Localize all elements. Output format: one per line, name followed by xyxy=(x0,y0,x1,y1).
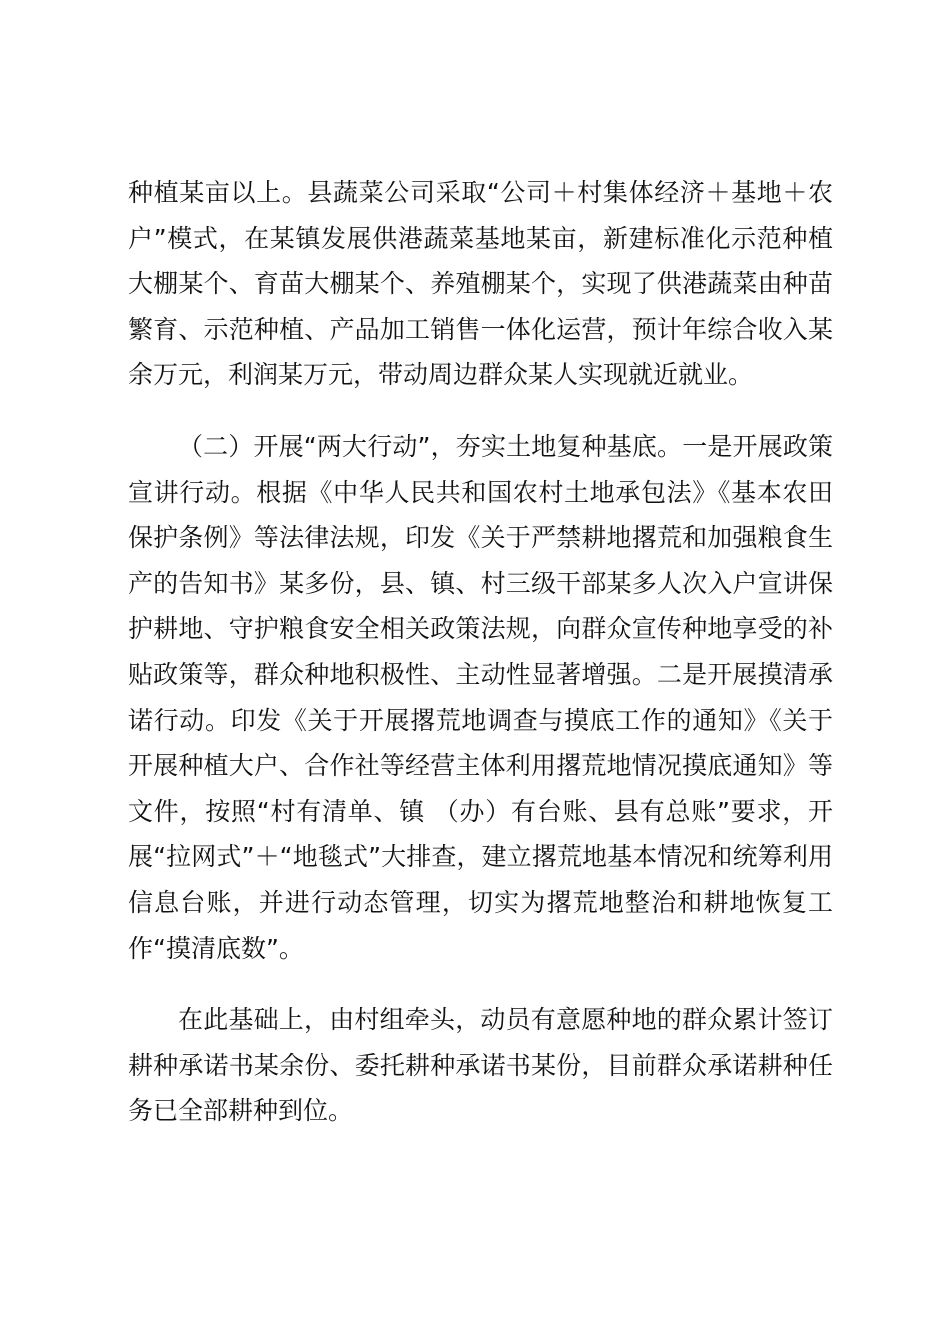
paragraph-foundation: 在此基础上，由村组牵头，动员有意愿种地的群众累计签订耕种承诺书某余份、委托耕种承诺书某份，目前群众承诺耕种任务已全部耕种到位。 xyxy=(128,1005,833,1126)
paragraph-two-actions: （二）开展“两大行动”，夯实土地复种基底。一是开展政策宣讲行动。根据《中华人民共和国农村土地承包法》《基本农田保护条例》等法律法规，印发《关于严禁耕地撂荒和加强粮食生产的告知书》某多份，县、镇、村三级干部某多人次入户宣讲保护耕地、守护粮食安全相关政策法规，向群众宣传种地享受的补贴政策等，群众种地积极性、主动性显著增强。二是开展摸清承诺行动。印发《关于开展撂荒地调查与摸底工作的通知》《关于开展种植大户、合作社等经营主体利用撂荒地情况摸底通知》等文件，按照“村有清单、镇 （办）有台账、县有总账”要求，开展“拉网式”＋“地毯式”大排查，建立撂荒地基本情况和统筹利用信息台账，并进行动态管理，切实为撂荒地整治和耕地恢复工作“摸清底数”。 xyxy=(128,431,833,963)
paragraph-continuation: 种植某亩以上。县蔬菜公司采取“公司＋村集体经济＋基地＋农户”模式，在某镇发展供港蔬菜基地某亩，新建标准化示范种植大棚某个、育苗大棚某个、养殖棚某个，实现了供港蔬菜由种苗繁育、示范种植、产品加工销售一体化运营，预计年综合收入某余万元，利润某万元，带动周边群众某人实现就近就业。 xyxy=(128,178,833,390)
document-page xyxy=(128,170,833,1134)
